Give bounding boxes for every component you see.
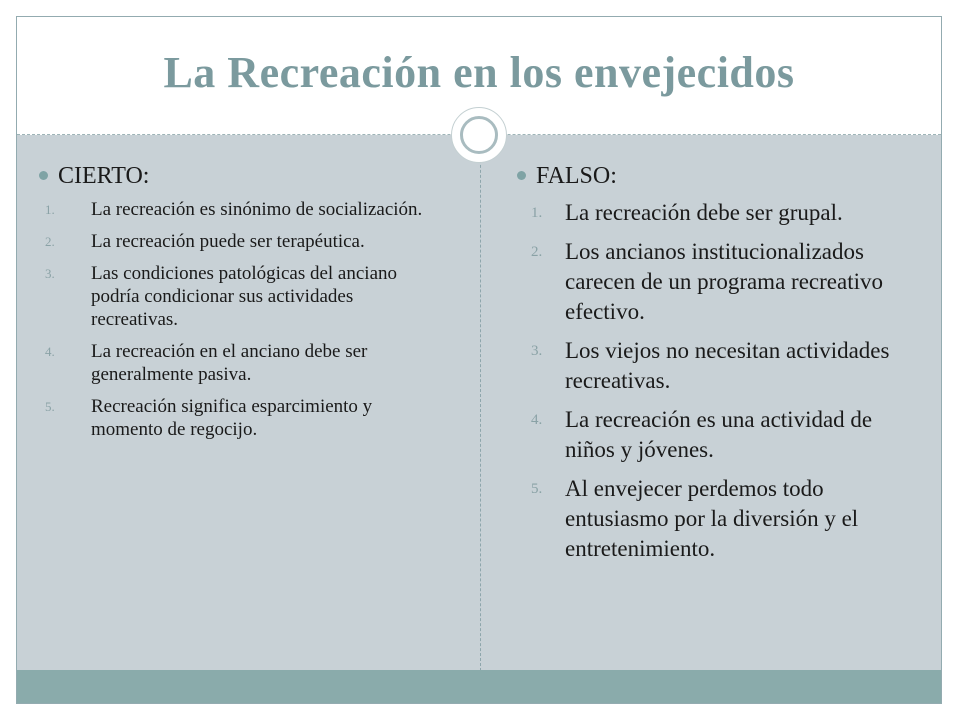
bullet-icon xyxy=(517,171,526,180)
item-text: Recreación significa esparcimiento y momento de regocijo. xyxy=(91,396,373,440)
item-number: 3. xyxy=(45,266,55,281)
item-number: 5. xyxy=(531,481,543,497)
cierto-column xyxy=(39,163,439,450)
item-text: Las condiciones patológicas del anciano podría condicionar sus actividades recreativas. xyxy=(91,263,398,330)
list-item xyxy=(517,405,927,465)
item-text: La recreación es sinónimo de socialización. xyxy=(91,199,423,220)
item-number: 1. xyxy=(531,205,543,221)
cierto-heading-text: CIERTO: xyxy=(58,163,150,189)
item-number: 2. xyxy=(45,234,55,249)
list-item xyxy=(517,336,927,396)
item-text: Los ancianos institucionalizados carecen de un programa recreativo efectivo. xyxy=(565,239,883,324)
item-text: La recreación en el anciano debe ser generalmente pasiva. xyxy=(91,341,368,385)
item-number: 4. xyxy=(45,344,55,359)
circle-ornament-icon xyxy=(451,107,507,163)
item-number: 5. xyxy=(45,399,55,414)
cierto-list xyxy=(39,198,439,441)
bullet-icon xyxy=(39,171,48,180)
falso-column xyxy=(517,163,927,573)
item-text: Al envejecer perdemos todo entusiasmo por la diversión y el entretenimiento. xyxy=(565,476,859,561)
item-text: La recreación es una actividad de niños y jóvenes. xyxy=(565,407,873,462)
list-item xyxy=(39,395,439,441)
list-item xyxy=(517,237,927,327)
falso-heading xyxy=(517,163,927,190)
cierto-heading xyxy=(39,163,439,190)
footer-band xyxy=(17,670,941,703)
item-number: 3. xyxy=(531,343,543,359)
item-text: Los viejos no necesitan actividades recreativas. xyxy=(565,338,890,393)
list-item xyxy=(39,198,439,221)
list-item xyxy=(517,198,927,228)
item-text: La recreación debe ser grupal. xyxy=(565,200,843,225)
list-item xyxy=(39,340,439,386)
slide-title: La Recreación en los envejecidos xyxy=(163,48,795,97)
falso-heading-text: FALSO: xyxy=(536,163,617,189)
list-item xyxy=(39,262,439,331)
item-number: 4. xyxy=(531,412,543,428)
item-number: 2. xyxy=(531,244,543,260)
list-item xyxy=(517,474,927,564)
item-number: 1. xyxy=(45,202,55,217)
list-item xyxy=(39,230,439,253)
falso-list xyxy=(517,198,927,564)
slide xyxy=(16,16,942,704)
column-divider xyxy=(480,135,481,671)
item-text: La recreación puede ser terapéutica. xyxy=(91,231,365,252)
